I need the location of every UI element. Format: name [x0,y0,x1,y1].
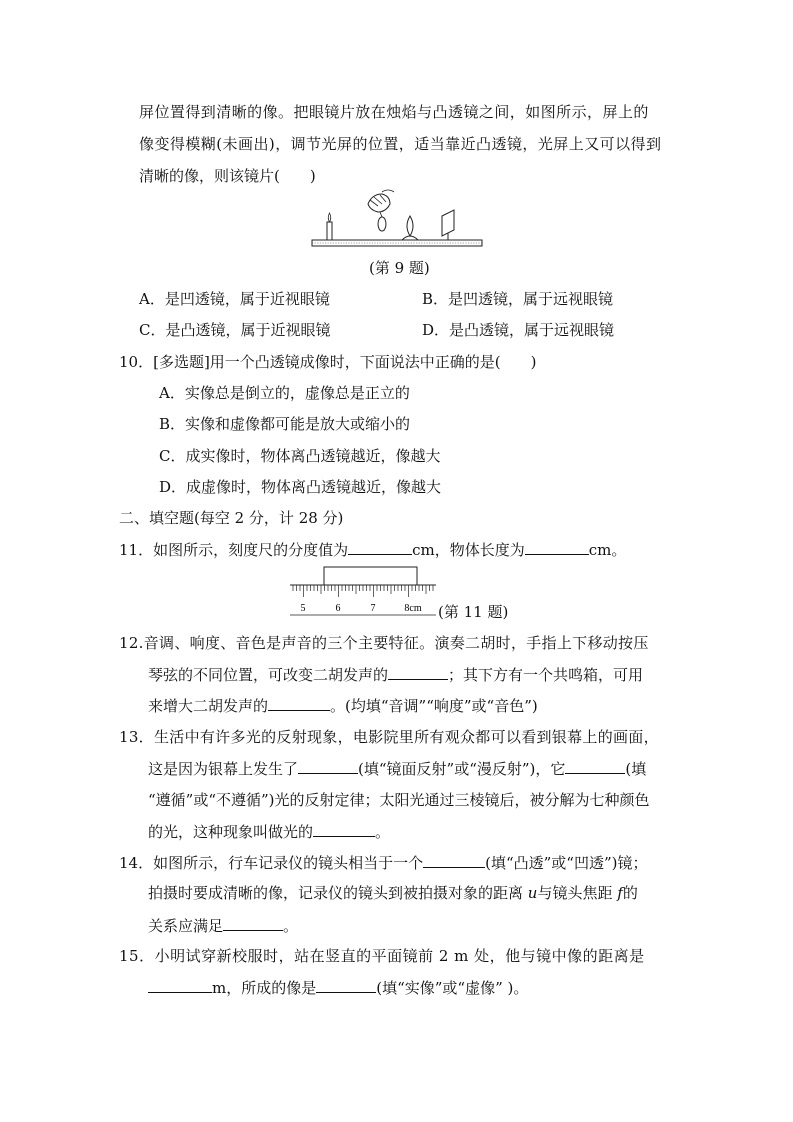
q12-text-3b: 。(均填“音调”“响度”或“音色”) [330,697,538,715]
q9-line-1: 屏位置得到清晰的像。把眼镜片放在烛焰与凸透镜之间，如图所示，屏上的 [139,103,649,121]
q12-line-3 [148,695,538,716]
q10-stem: 10．[多选题]用一个凸透镜成像时，下面说法中正确的是( ) [119,353,537,371]
q10-option-b: B．实像和虚像都可能是放大或缩小的 [159,415,411,433]
q11-blank-2[interactable] [525,539,589,555]
q13-text-4a: 的光，这种现象叫做光的 [148,823,314,841]
section-title: 二、填空题(每空 2 分，计 28 分) [119,509,344,527]
light-screen-icon [442,210,454,240]
q13-line-2 [148,758,646,779]
q14-var-f: f [617,884,623,902]
q14-line-2 [148,883,638,903]
q12-text-2a: 琴弦的不同位置，可改变二胡发声的 [148,666,389,684]
q9-option-d: D．是凸透镜，属于远视眼镜 [422,321,615,339]
convex-lens-icon [402,216,418,240]
q15-blank-2[interactable] [316,977,376,993]
q12-line-2 [148,664,643,685]
q13-blank-2[interactable] [565,758,625,774]
q12-blank-2[interactable] [268,695,330,711]
q15-text-2a: m，所成的像是 [212,979,317,997]
q14-var-u: u [527,884,538,902]
q14-text-3b: 。 [283,917,299,935]
q13-line-4 [148,821,390,842]
measured-object [324,567,417,585]
q10-option-c: C．成实像时，物体离凸透镜越近，像越大 [159,447,441,465]
q10-option-a: A．实像总是倒立的，虚像总是正立的 [159,384,410,402]
q10-option-d: D．成虚像时，物体离凸透镜越近，像越大 [159,478,442,496]
q15-line-1: 15．小明试穿新校服时，站在竖直的平面镜前 2 m 处，他与镜中像的距离是 [119,947,645,965]
q13-text-4b: 。 [375,823,391,841]
q13-text-2c: (填 [625,760,647,778]
q11-blank-1[interactable] [348,539,412,555]
q14-text-3a: 关系应满足 [148,917,224,935]
q13-line-3: “遵循”或“不遵循”)光的反射定律；太阳光通过三棱镜后，被分解为七种颜色 [148,791,650,809]
q14-line-1 [119,852,647,873]
ruler-label-6: 6 [335,603,341,614]
q13-blank-1[interactable] [298,758,358,774]
q14-blank-2[interactable] [223,915,283,931]
q14-text-2b: 与镜头焦距 [537,884,613,902]
ruler-ticks [293,585,433,597]
optical-bench [312,240,482,246]
q12-line-1: 12.音调、响度、音色是声音的三个主要特征。演奏二胡时，手指上下移动按压 [119,634,649,652]
q11-figure-caption: (第 11 题) [438,603,509,621]
q11-stem [119,539,626,560]
q14-text-2c: 的 [622,884,638,902]
q15-blank-1[interactable] [148,977,212,993]
q12-text-2b: ；其下方有一个共鸣箱，可用 [448,666,644,684]
candle-icon [327,213,332,240]
q12-blank-1[interactable] [388,664,448,680]
q9-figure-caption: (第 9 题) [369,259,430,277]
q14-blank-1[interactable] [423,852,485,868]
q12-text-3a: 来增大二胡发声的 [148,697,269,715]
q11-text-2: cm，物体长度为 [412,541,525,559]
q9-line-3: 清晰的像，则该镜片( ) [139,167,316,185]
ruler-label-8cm: 8cm [404,603,422,614]
q13-text-2a: 这是因为银幕上发生了 [148,760,299,778]
q9-line-2: 像变得模糊(未画出)，调节光屏的位置，适当靠近凸透镜，光屏上又可以得到 [139,135,662,153]
hand-with-glasses-icon [368,190,394,231]
q13-text-2b: (填“镜面反射”或“漫反射”)，它 [358,760,566,778]
q15-text-2b: (填“实像”或“虚像” )。 [376,979,529,997]
q11-ruler-figure [288,564,438,618]
q15-line-2 [148,977,528,998]
ruler-label-5: 5 [300,603,306,614]
q13-blank-3[interactable] [313,821,375,837]
q13-line-1: 13．生活中有许多光的反射现象，电影院里所有观众都可以看到银幕上的画面， [119,728,659,746]
q14-text-1a: 14．如图所示，行车记录仪的镜头相当于一个 [119,854,424,872]
q9-option-b: B．是凹透镜，属于远视眼镜 [422,290,614,308]
q9-option-a: A．是凹透镜，属于近视眼镜 [139,290,330,308]
q9-figure [310,188,485,252]
q14-text-1b: (填“凸透”或“凹透”)镜； [485,854,648,872]
q14-text-2a: 拍摄时要成清晰的像，记录仪的镜头到被拍摄对象的距离 [148,884,524,902]
q9-option-c: C．是凸透镜，属于近视眼镜 [139,321,331,339]
q14-line-3 [148,915,298,936]
ruler-label-7: 7 [370,603,376,614]
q11-text-1: 11．如图所示，刻度尺的分度值为 [119,541,349,559]
q11-text-3: cm。 [588,541,627,559]
